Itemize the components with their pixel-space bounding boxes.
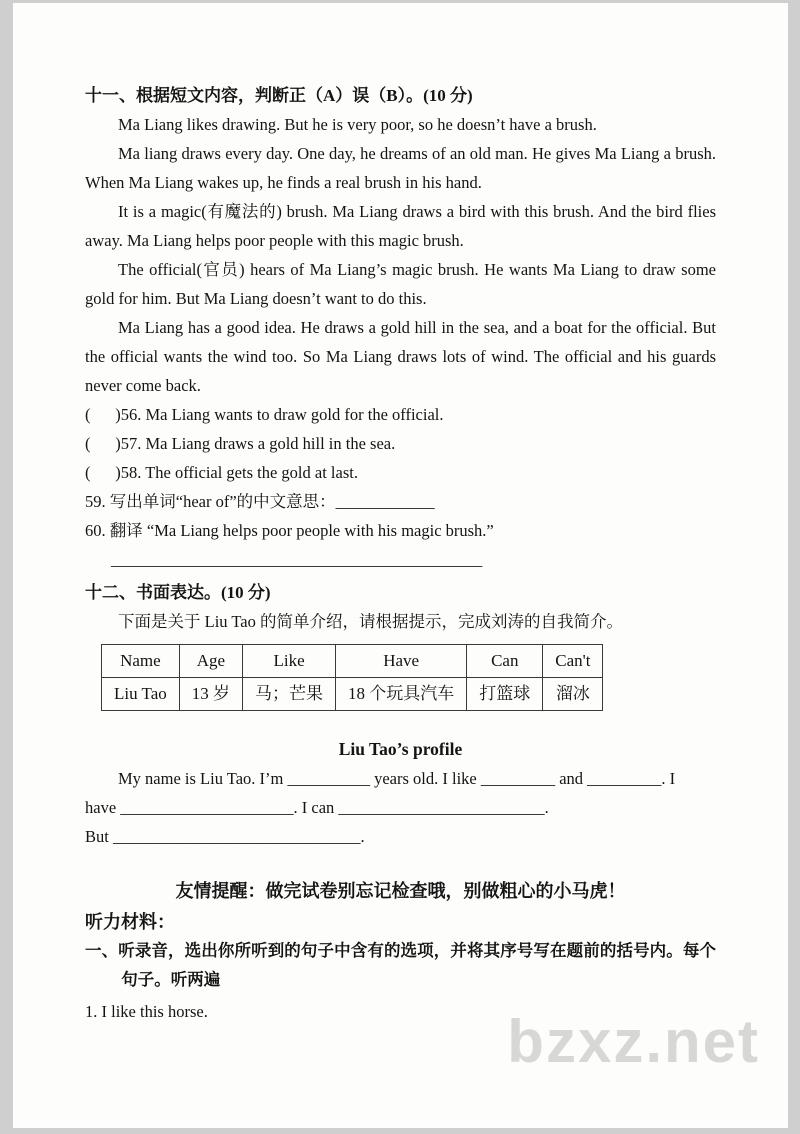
profile-writing-template — [85, 764, 716, 851]
site-watermark: bzxz.net — [507, 1008, 760, 1075]
friendly-reminder: 友情提醒：做完试卷别忘记检查哦，别做粗心的小马虎！ — [175, 881, 626, 901]
profile-line: have _____________________. I can _________________________. — [85, 798, 549, 817]
profile-title: Liu Tao’s profile — [338, 739, 463, 759]
question-59: 59. 写出单词“hear of”的中文意思：____________ — [85, 492, 435, 511]
passage-paragraph: Ma Liang has a good idea. He draws a gold hill in the sea, and a boat for the official. But the official wants the wind too. So Ma Liang draws lots of wind. The official and his guards never come back. — [85, 318, 716, 395]
passage-paragraph: The official(官员) hears of Ma Liang’s magic brush. He wants Ma Liang to draw some gold for him. But Ma Liang doesn’t want to do this. — [85, 260, 716, 308]
question-60: 60. 翻译 “Ma Liang helps poor people with his magic brush.” — [85, 521, 494, 540]
true-false-item-56: ( )56. Ma Liang wants to draw gold for the official. — [85, 405, 444, 424]
listening-instruction: 一、听录音，选出你所听到的句子中含有的选项，并将其序号写在题前的括号内。每个句子。听两遍 — [85, 942, 716, 989]
profile-line: But ______________________________. — [85, 827, 365, 846]
listening-material-title: 听力材料： — [85, 912, 175, 932]
passage-paragraph: It is a magic(有魔法的) brush. Ma Liang draws a bird with this brush. And the bird flies away. Ma Liang helps poor people with this magic brush. — [85, 202, 716, 250]
table-header-row — [102, 645, 603, 678]
table-header-have: Have — [336, 645, 467, 678]
table-row — [102, 678, 603, 711]
document-content — [85, 81, 716, 1043]
passage-paragraph: Ma Liang likes drawing. But he is very poor, so he doesn’t have a brush. — [118, 115, 597, 134]
table-cell-cant: 溜冰 — [543, 678, 603, 711]
listening-item-1: 1. I like this horse. — [85, 1002, 208, 1021]
table-header-age: Age — [179, 645, 242, 678]
section-12-title: 十二、书面表达。(10 分) — [85, 583, 271, 602]
table-cell-can: 打篮球 — [467, 678, 543, 711]
passage-paragraph: Ma liang draws every day. One day, he dreams of an old man. He gives Ma Liang a brush. When Ma Liang wakes up, he finds a real brush in his hand. — [85, 144, 716, 192]
liu-tao-info-table — [101, 644, 603, 711]
table-cell-age: 13 岁 — [179, 678, 242, 711]
table-header-cant: Can't — [543, 645, 603, 678]
paper-sheet — [13, 3, 788, 1128]
table-cell-name: Liu Tao — [102, 678, 180, 711]
table-header-can: Can — [467, 645, 543, 678]
section-12-instruction: 下面是关于 Liu Tao 的简单介绍，请根据提示，完成刘涛的自我简介。 — [118, 612, 623, 631]
table-cell-like: 马；芒果 — [243, 678, 336, 711]
true-false-item-57: ( )57. Ma Liang draws a gold hill in the sea. — [85, 434, 396, 453]
true-false-item-58: ( )58. The official gets the gold at last. — [85, 463, 358, 482]
table-header-name: Name — [102, 645, 180, 678]
table-header-like: Like — [243, 645, 336, 678]
profile-line: My name is Liu Tao. I’m __________ years old. I like _________ and _________. I — [118, 769, 676, 788]
table-cell-have: 18 个玩具汽车 — [336, 678, 467, 711]
question-60-answer-blank: _____________________________________________ — [111, 550, 483, 569]
section-11-title: 十一、根据短文内容，判断正（A）误（B）。(10 分) — [85, 86, 473, 105]
